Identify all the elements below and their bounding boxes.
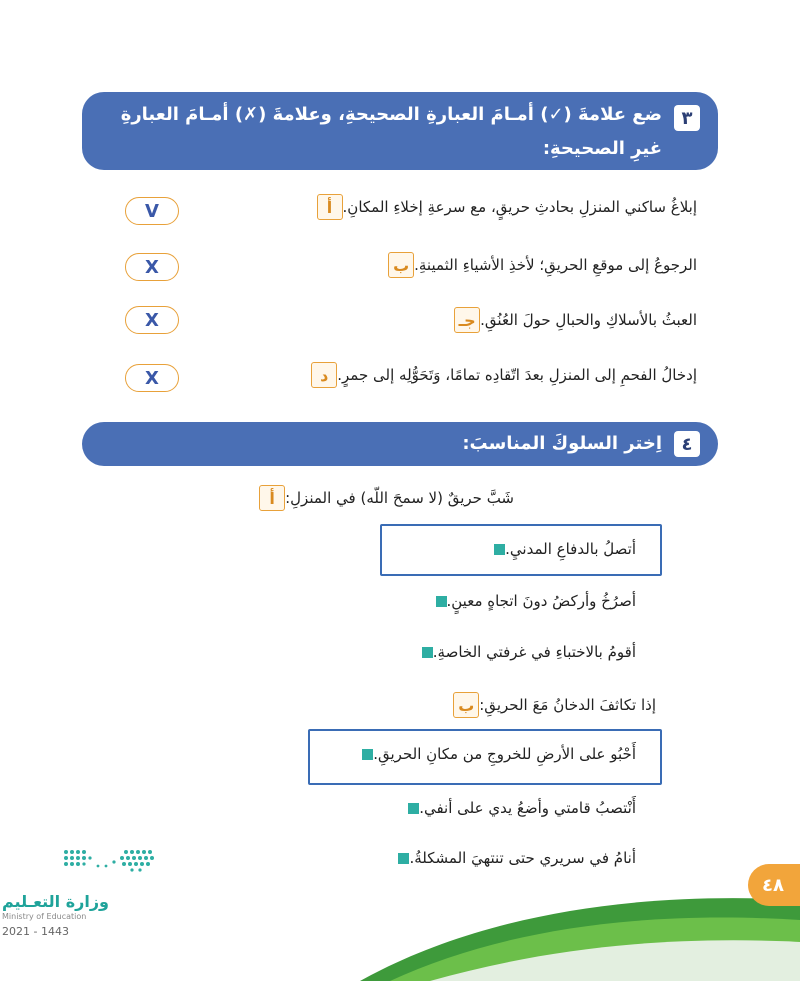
item-letter: أ bbox=[317, 194, 343, 220]
bullet-icon bbox=[436, 596, 447, 607]
part-prompt: إذا تكاثفَ الدخانُ مَعَ الحريقِ: bbox=[479, 696, 656, 714]
item-letter: د bbox=[311, 362, 337, 388]
question-3-instruction: ضع علامةَ (✓) أمـامَ العبارةِ الصحيحةِ، وعلامةَ (✗) أمـامَ العبارةِ غيرِ الصحيحةِ: bbox=[120, 104, 662, 159]
q4-b-option-3[interactable] bbox=[392, 849, 636, 867]
option-text: أَنْتصبُ قامتي وأضعُ يدي على أنفي. bbox=[419, 799, 636, 817]
q4-part-b-prompt bbox=[453, 692, 664, 718]
academic-year: 2021 - 1443 bbox=[2, 925, 69, 938]
item-letter: جـ bbox=[454, 307, 480, 333]
answer-bubble-c[interactable]: X bbox=[125, 306, 179, 334]
item-text: العبثُ بالأسلاكِ والحبالِ حولَ العُنُقِ. bbox=[480, 311, 697, 329]
option-text: أتصلُ بالدفاعِ المدنيِ. bbox=[505, 540, 636, 558]
option-text: أنامُ في سريري حتى تنتهيَ المشكلةُ. bbox=[409, 849, 636, 867]
option-text: أصرُخُ وأركضُ دونَ اتجاهٍ معينٍ. bbox=[446, 592, 636, 610]
q4-a-option-3[interactable] bbox=[416, 643, 636, 661]
answer-bubble-b[interactable]: X bbox=[125, 253, 179, 281]
q3-item-a bbox=[317, 194, 705, 220]
part-letter: ب bbox=[453, 692, 479, 718]
bullet-icon bbox=[398, 853, 409, 864]
question-3-banner bbox=[82, 92, 718, 170]
item-text: إبلاغُ ساكني المنزلِ بحادثِ حريقٍ، مع سرعةِ إخلاءِ المكانِ. bbox=[342, 198, 697, 216]
bullet-icon bbox=[408, 803, 419, 814]
question-3-number: ٣ bbox=[674, 105, 700, 131]
answer-bubble-d[interactable]: X bbox=[125, 364, 179, 392]
item-letter: ب bbox=[388, 252, 414, 278]
bullet-icon bbox=[362, 749, 373, 760]
bullet-icon bbox=[422, 647, 433, 658]
q3-item-c bbox=[454, 307, 705, 333]
answer-bubble-a[interactable]: V bbox=[125, 197, 179, 225]
decorative-wave bbox=[0, 880, 800, 981]
option-text: أَحْبُو على الأرضِ للخروجِ من مكانِ الحريقِ. bbox=[373, 745, 636, 763]
part-prompt: شَبَّ حريقٌ (لا سمحَ اللّه) في المنزلِ: bbox=[285, 489, 514, 507]
option-text: أقومُ بالاختباءِ في غرفتي الخاصةِ. bbox=[432, 643, 636, 661]
page-number-tab: ٤٨ bbox=[748, 864, 800, 906]
q4-b-option-2[interactable] bbox=[402, 799, 636, 817]
item-text: الرجوعُ إلى موقعِ الحريقِ؛ لأخذِ الأشياءِ الثمينةِ. bbox=[414, 256, 697, 274]
q4-a-option-2[interactable] bbox=[430, 592, 637, 610]
q4-b-option-1[interactable] bbox=[356, 745, 636, 763]
ministry-name-arabic: وزارة التعـليم bbox=[2, 892, 109, 911]
q4-part-a-prompt bbox=[259, 485, 522, 511]
ministry-logo-dots-icon bbox=[60, 846, 160, 874]
item-text: إدخالُ الفحمِ إلى المنزلِ بعدَ اتّقادِه تمامًا، وَتَحَوُّلِه إلى جمرٍ. bbox=[337, 366, 697, 384]
q4-a-option-1[interactable] bbox=[488, 540, 636, 558]
part-letter: أ bbox=[259, 485, 285, 511]
q3-item-d bbox=[311, 362, 705, 388]
ministry-name-english: Ministry of Education bbox=[2, 912, 87, 921]
bullet-icon bbox=[494, 544, 505, 555]
question-4-instruction: اِختر السلوكَ المناسبَ: bbox=[462, 433, 662, 454]
question-4-banner bbox=[82, 422, 718, 466]
q3-item-b bbox=[388, 252, 705, 278]
question-4-number: ٤ bbox=[674, 431, 700, 457]
